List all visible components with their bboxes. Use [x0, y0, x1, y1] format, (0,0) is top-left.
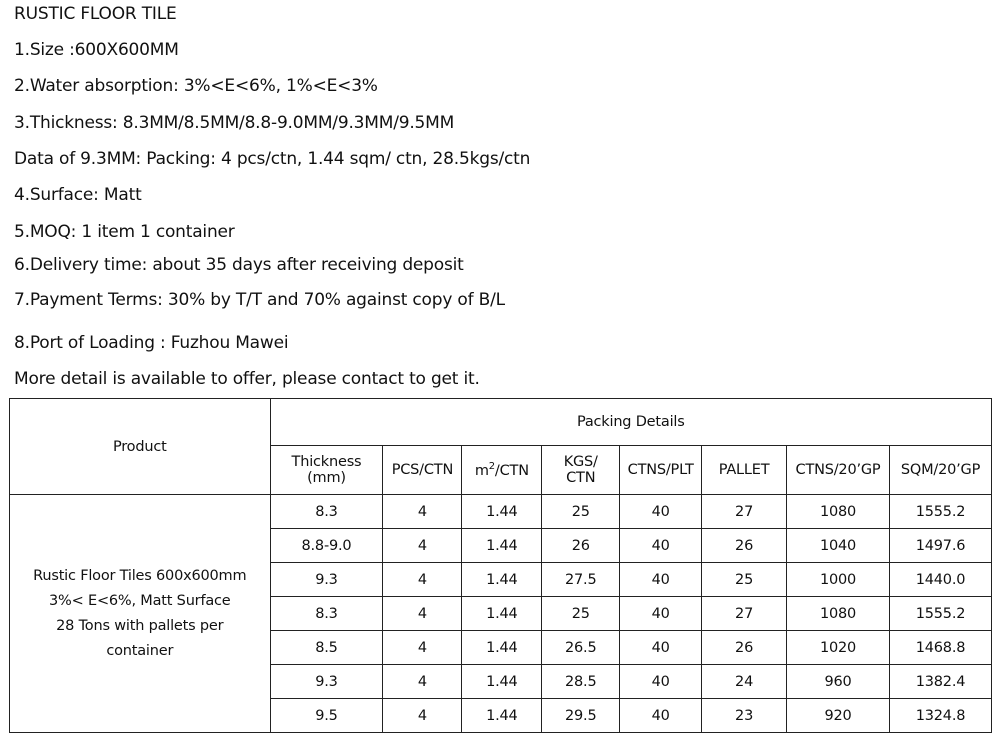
table-cell: 25 [702, 563, 787, 597]
document-title: RUSTIC FLOOR TILE [14, 4, 177, 24]
table-cell: 8.8-9.0 [270, 529, 383, 563]
table-cell: 40 [620, 529, 702, 563]
product-line-4: container [106, 642, 174, 659]
table-cell: 27 [702, 495, 787, 529]
table-cell: 1382.4 [889, 665, 991, 699]
table-cell: 8.5 [270, 631, 383, 665]
table-cell: 27.5 [542, 563, 620, 597]
table-cell: 1080 [787, 495, 890, 529]
spec-moq: 5.MOQ: 1 item 1 container [14, 222, 235, 242]
table-cell: 1.44 [462, 699, 542, 733]
spec-water-absorption: 2.Water absorption: 3%<E<6%, 1%<E<3% [14, 76, 378, 96]
table-cell: 8.3 [270, 597, 383, 631]
table-cell: 25 [542, 495, 620, 529]
table-cell: 1440.0 [889, 563, 991, 597]
table-cell: 26 [702, 529, 787, 563]
table-cell: 40 [620, 597, 702, 631]
table-cell: 1.44 [462, 597, 542, 631]
m2-suffix: /CTN [494, 462, 529, 479]
table-cell: 1.44 [462, 529, 542, 563]
product-line-2: 3%< E<6%, Matt Surface [49, 592, 231, 609]
spec-payment-terms: 7.Payment Terms: 30% by T/T and 70% against copy of B/L [14, 290, 505, 310]
kgs-header-line2: CTN [566, 470, 596, 486]
sqm-20gp-header: SQM/20’GP [889, 446, 991, 495]
spec-surface: 4.Surface: Matt [14, 185, 142, 205]
table-cell: 24 [702, 665, 787, 699]
kgs-ctn-header [542, 446, 620, 495]
table-cell: 1324.8 [889, 699, 991, 733]
spec-delivery-time: 6.Delivery time: about 35 days after receiving deposit [14, 255, 464, 275]
ctns-plt-header: CTNS/PLT [620, 446, 702, 495]
table-cell: 4 [383, 529, 462, 563]
product-line-3: 28 Tons with pallets per [56, 617, 224, 634]
table-cell: 1.44 [462, 563, 542, 597]
thickness-header-line1: Thickness [291, 454, 362, 470]
m2-superscript: 2 [488, 461, 495, 473]
table-header-row [10, 399, 992, 446]
contact-note: More detail is available to offer, please contact to get it. [14, 369, 480, 389]
table-cell: 26.5 [542, 631, 620, 665]
table-cell: 1497.6 [889, 529, 991, 563]
table-cell: 29.5 [542, 699, 620, 733]
table-cell: 25 [542, 597, 620, 631]
table-cell: 4 [383, 495, 462, 529]
kgs-header-line1: KGS/ [563, 454, 598, 470]
product-line-1: Rustic Floor Tiles 600x600mm [33, 567, 247, 584]
pcs-ctn-header: PCS/CTN [383, 446, 462, 495]
table-cell: 26 [542, 529, 620, 563]
table-cell: 4 [383, 699, 462, 733]
thickness-header [270, 446, 383, 495]
product-description [10, 495, 271, 733]
table-row [10, 495, 992, 529]
table-cell: 1080 [787, 597, 890, 631]
table-cell: 28.5 [542, 665, 620, 699]
thickness-header-line2: (mm) [307, 470, 346, 486]
table-cell: 23 [702, 699, 787, 733]
m2-ctn-header [462, 446, 542, 495]
product-header: Product [10, 399, 271, 495]
table-cell: 1468.8 [889, 631, 991, 665]
packing-details-header: Packing Details [270, 399, 991, 446]
table-cell: 26 [702, 631, 787, 665]
spec-size: 1.Size :600X600MM [14, 40, 179, 60]
table-cell: 4 [383, 563, 462, 597]
table-cell: 4 [383, 665, 462, 699]
packing-details-table [9, 398, 992, 733]
table-cell: 40 [620, 631, 702, 665]
table-cell: 4 [383, 597, 462, 631]
table-cell: 1020 [787, 631, 890, 665]
spec-thickness: 3.Thickness: 8.3MM/8.5MM/8.8-9.0MM/9.3MM/9.5MM [14, 113, 455, 133]
table-cell: 4 [383, 631, 462, 665]
table-cell: 40 [620, 495, 702, 529]
table-cell: 40 [620, 563, 702, 597]
table-cell: 1040 [787, 529, 890, 563]
spec-port-of-loading: 8.Port of Loading : Fuzhou Mawei [14, 333, 289, 353]
table-cell: 40 [620, 699, 702, 733]
table-cell: 1.44 [462, 631, 542, 665]
table-cell: 1.44 [462, 495, 542, 529]
table-cell: 8.3 [270, 495, 383, 529]
table-cell: 1555.2 [889, 495, 991, 529]
table-cell: 9.5 [270, 699, 383, 733]
table-cell: 9.3 [270, 563, 383, 597]
table-cell: 1.44 [462, 665, 542, 699]
table-cell: 9.3 [270, 665, 383, 699]
ctns-20gp-header: CTNS/20’GP [787, 446, 890, 495]
table-cell: 960 [787, 665, 890, 699]
table-cell: 1000 [787, 563, 890, 597]
m2-unit: m [474, 462, 489, 479]
table-cell: 920 [787, 699, 890, 733]
table-cell: 27 [702, 597, 787, 631]
table-cell: 40 [620, 665, 702, 699]
table-cell: 1555.2 [889, 597, 991, 631]
pallet-header: PALLET [702, 446, 787, 495]
spec-packing-data: Data of 9.3MM: Packing: 4 pcs/ctn, 1.44 sqm/ ctn, 28.5kgs/ctn [14, 149, 531, 169]
